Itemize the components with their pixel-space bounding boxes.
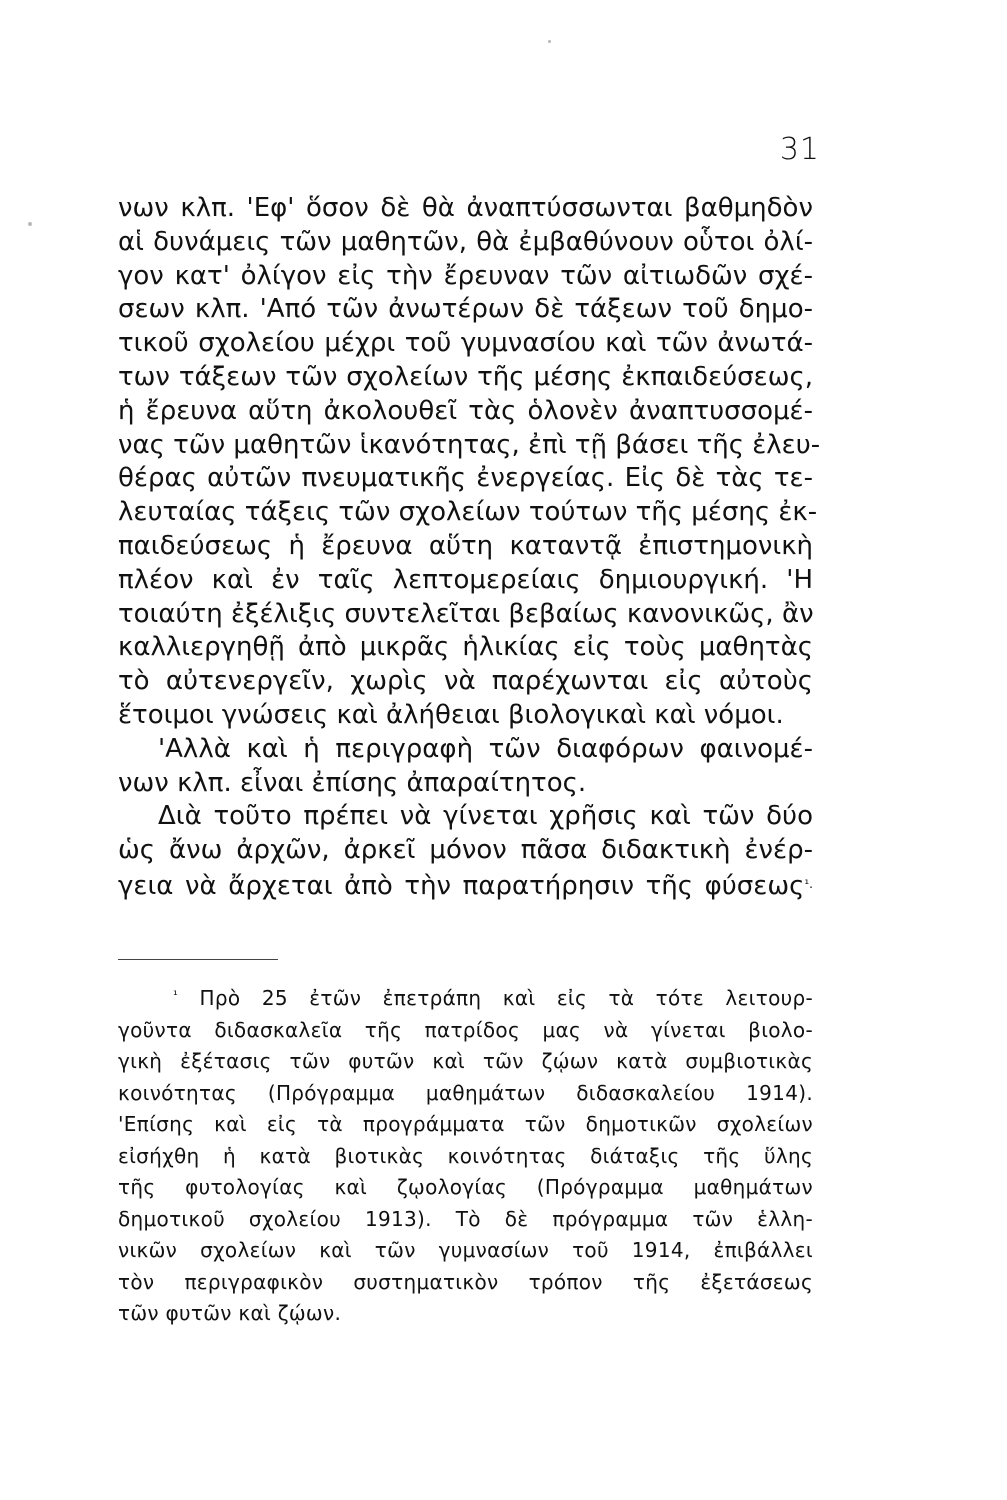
text-line: ἡ ἔρευνα αὕτη ἀκολουθεῖ τὰς ὁλονὲν ἀναπτυσσομέ-: [118, 395, 813, 426]
text-line: των τάξεων τῶν σχολείων τῆς μέσης ἐκπαιδεύσεως,: [118, 361, 813, 392]
paper-speck: [28, 222, 32, 226]
text-line: νας τῶν μαθητῶν ἱκανότητας, ἐπὶ τῇ βάσει τῆς ἐλευ-: [118, 429, 821, 460]
footnote: [118, 980, 813, 1330]
footnote-line: τῶν φυτῶν καὶ ζῴων.: [118, 1301, 342, 1325]
text-line: τὸ αὐτενεργεῖν, χωρὶς νὰ παρέχωνται εἰς αὐτοὺς: [118, 666, 813, 697]
text-line: λευταίας τάξεις τῶν σχολείων τούτων τῆς μέσης ἐκ-: [118, 497, 818, 528]
text-line-content: γεια νὰ ἄρχεται ἀπὸ τὴν παρατήρησιν τῆς φύσεως: [118, 870, 805, 901]
text-line: ὡς ἄνω ἀρχῶν, ἀρκεῖ μόνον πᾶσα διδακτικὴ ἐνέρ-: [118, 835, 813, 866]
paper-speck: [548, 40, 551, 43]
footnote-line: τὸν περιγραφικὸν συστηματικὸν τρόπον τῆς ἐξετάσεως: [118, 1269, 813, 1294]
footnote-line: [118, 980, 813, 1015]
footnote-text: Πρὸ 25 ἐτῶν ἐπετράπη καὶ εἰς τὰ τότε λειτουρ-: [199, 986, 813, 1010]
footnote-line: γοῦντα διδασκαλεῖα τῆς πατρίδος μας νὰ γίνεται βιολο-: [118, 1017, 813, 1042]
text-line: γον κατ' ὀλίγον εἰς τὴν ἔρευναν τῶν αἰτιωδῶν σχέ-: [118, 260, 813, 291]
text-line: ἕτοιμοι γνώσεις καὶ ἀλήθειαι βιολογικαὶ καὶ νόμοι.: [118, 699, 784, 730]
footnote-separator: [118, 959, 278, 960]
text-line: καλλιεργηθῇ ἀπὸ μικρᾶς ἡλικίας εἰς τοὺς μαθητὰς: [118, 632, 813, 663]
text-line: παιδεύσεως ἡ ἔρευνα αὕτη καταντᾷ ἐπιστημονικὴ: [118, 530, 813, 561]
text-line: νων κλπ. 'Εφ' ὅσον δὲ θὰ ἀναπτύσσωνται βαθμηδὸν: [118, 193, 813, 223]
text-line: σεων κλπ. 'Από τῶν ἀνωτέρων δὲ τάξεων τοῦ δημο-: [118, 294, 813, 325]
text-line: τικοῦ σχολείου μέχρι τοῦ γυμνασίου καὶ τῶν ἀνωτά-: [118, 328, 813, 359]
body-text: [118, 192, 821, 904]
footnote-line: κοινότητας (Πρόγραμμα μαθημάτων διδασκαλείου 1914).: [118, 1080, 813, 1105]
footnote-marker: ¹: [173, 988, 179, 1002]
footnote-line: νικῶν σχολείων καὶ τῶν γυμνασίων τοῦ 1914, ἐπιβάλλει: [118, 1238, 813, 1262]
footnote-reference[interactable]: ¹.: [804, 876, 813, 891]
footnote-line: 'Επίσης καὶ εἰς τὰ προγράμματα τῶν δημοτικῶν σχολείων: [118, 1112, 813, 1136]
text-line-last: [118, 868, 813, 904]
text-line: τοιαύτη ἐξέλιξις συντελεῖται βεβαίως κανονικῶς, ἂν: [118, 598, 814, 629]
text-line: 'Αλλὰ καὶ ἡ περιγραφὴ τῶν διαφόρων φαινομέ-: [158, 733, 813, 764]
text-line: νων κλπ. εἶναι ἐπίσης ἀπαραίτητος.: [118, 767, 587, 798]
footnote-line: γικὴ ἐξέτασις τῶν φυτῶν καὶ τῶν ζῴων κατὰ συμβιοτικὰς: [118, 1049, 813, 1073]
text-line: θέρας αὐτῶν πνευματικῆς ἐνεργείας. Εἰς δὲ τὰς τε-: [118, 463, 813, 494]
text-line: πλέον καὶ ἐν ταῖς λεπτομερείαις δημιουργική. 'Η: [118, 564, 813, 595]
footnote-line: δημοτικοῦ σχολείου 1913). Τὸ δὲ πρόγραμμα τῶν ἑλλη-: [118, 1206, 813, 1231]
footnote-line: εἰσήχθη ἡ κατὰ βιοτικὰς κοινότητας διάταξις τῆς ὕλης: [118, 1143, 813, 1168]
text-line: Διὰ τοῦτο πρέπει νὰ γίνεται χρῆσις καὶ τῶν δύο: [158, 801, 813, 832]
footnote-line: τῆς φυτολογίας καὶ ζῳολογίας (Πρόγραμμα μαθημάτων: [118, 1175, 813, 1199]
page-number: 31: [779, 132, 820, 167]
text-line: αἱ δυνάμεις τῶν μαθητῶν, θὰ ἐμβαθύνουν οὗτοι ὀλί-: [118, 226, 813, 257]
